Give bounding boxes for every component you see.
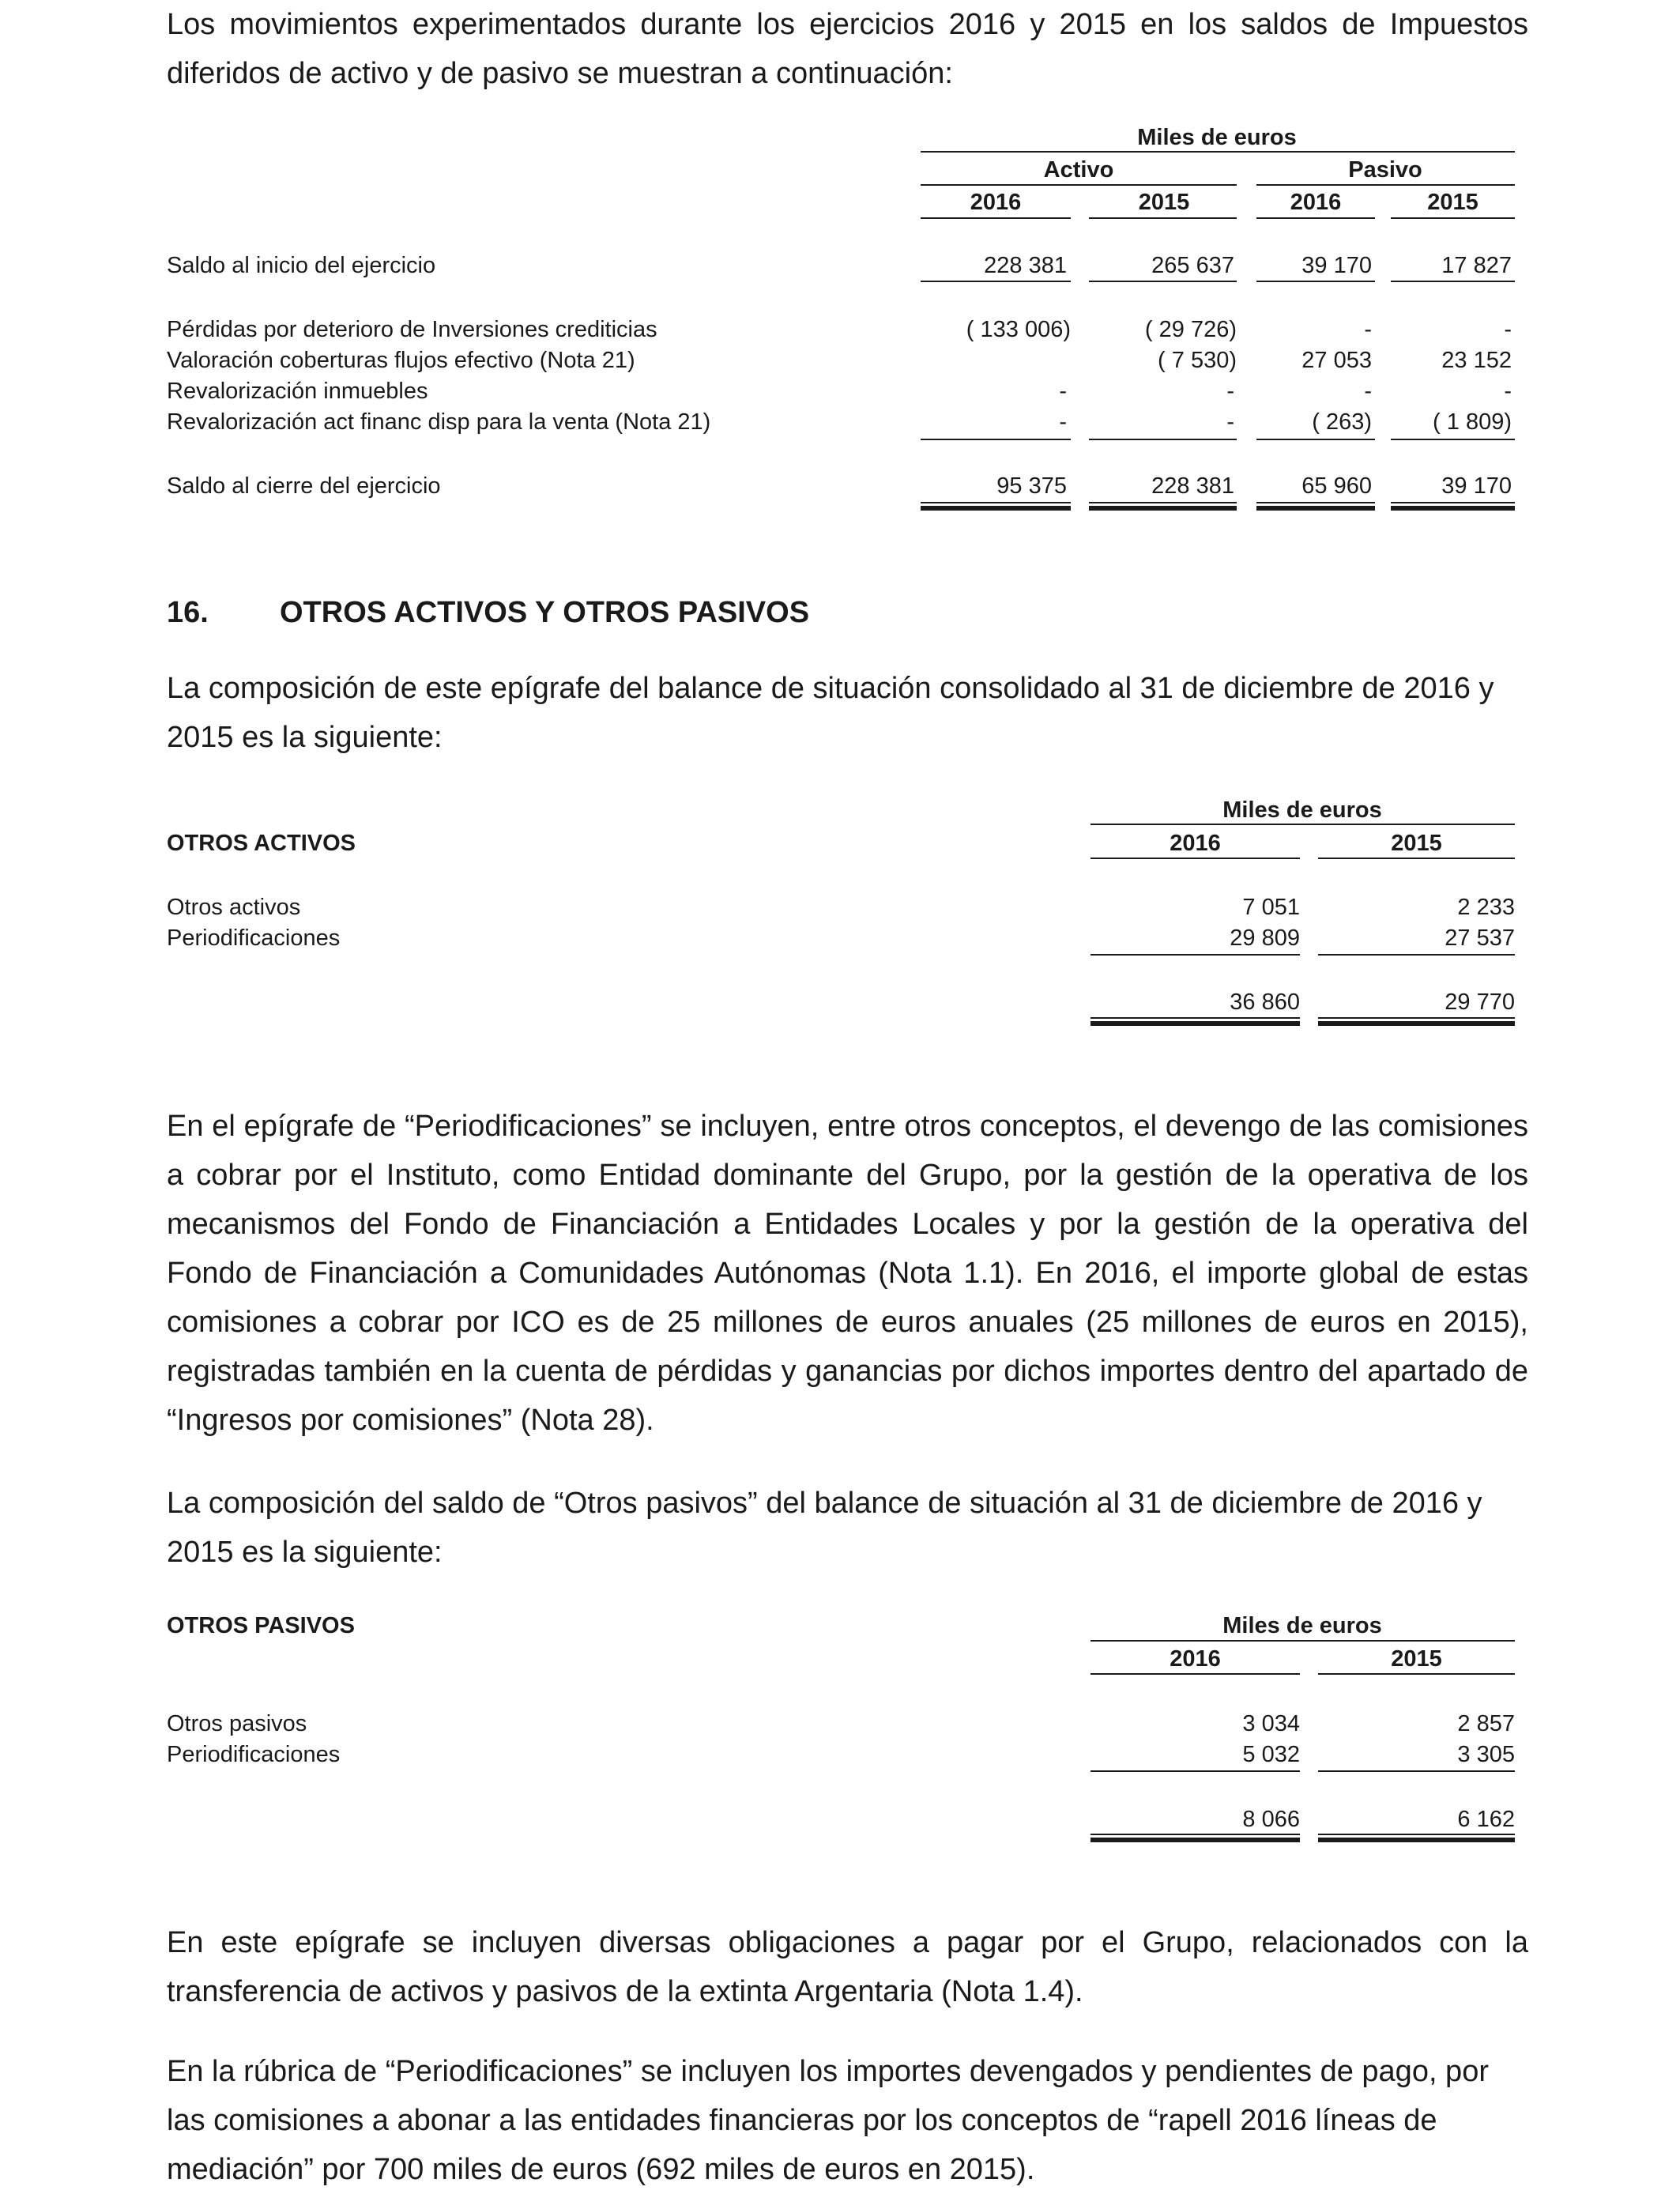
row-label: Revalorización inmuebles xyxy=(167,379,428,404)
year-header: 2015 xyxy=(1391,831,1442,856)
row-label: Periodificaciones xyxy=(167,925,341,951)
cell-value: 95 375 xyxy=(996,473,1067,499)
year-header: 2016 xyxy=(970,190,1022,215)
row-label: Valoración coberturas flujos efectivo (Nota 21) xyxy=(167,348,635,373)
row-label: Pérdidas por deterioro de Inversiones crediticias xyxy=(167,317,657,342)
units-header: Miles de euros xyxy=(1137,125,1297,150)
section-number: 16. xyxy=(167,596,209,629)
intro-paragraph: Los movimientos experimentados durante los ejercicios 2016 y 2015 en los saldos de Impuestos diferidos de activo y de pasivo se muestran a continuación: xyxy=(167,8,1528,90)
row-label: Otros activos xyxy=(167,895,301,920)
cell-value: 39 170 xyxy=(1301,253,1372,278)
periodificaciones-paragraph: En el epígrafe de “Periodificaciones” se incluyen, entre otros conceptos, el devengo de las comisiones a cobrar por el Instituto, como Entidad dominante del Grupo, por la gestión de la operativa de los mecanismos del Fondo de Financiación a Entidades Locales y por la gestión de la operativa del Fondo de Financiación a Comunidades Autónomas (Nota 1.1). En 2016, el importe global de estas comisiones a cobrar por ICO es de 25 millones de euros anuales (25 millones de euros en 2015), registradas también en la cuenta de pérdidas y ganancias por dichos importes dentro del apartado de “Ingresos por comisiones” (Nota 28). xyxy=(167,1110,1528,1437)
total-value: 36 860 xyxy=(1230,990,1300,1015)
cell-value: 5 032 xyxy=(1242,1742,1300,1767)
cell-value: - xyxy=(1226,409,1234,435)
row-label: Periodificaciones xyxy=(167,1742,341,1767)
cell-value: - xyxy=(1364,379,1372,404)
cell-value: - xyxy=(1226,379,1234,404)
otros-activos-intro: La composición de este epígrafe del balance de situación consolidado al 31 de diciembre de 2016 y 2015 es la siguiente: xyxy=(167,672,1494,754)
cell-value: 17 827 xyxy=(1441,253,1512,278)
group-pasivo-header: Pasivo xyxy=(1348,157,1422,183)
cell-value: 23 152 xyxy=(1441,348,1512,373)
cell-value: 27 537 xyxy=(1445,925,1515,951)
cell-value: 3 034 xyxy=(1242,1711,1300,1736)
cell-value: - xyxy=(1059,379,1067,404)
row-label: Saldo al cierre del ejercicio xyxy=(167,473,441,499)
table-title: OTROS ACTIVOS xyxy=(167,831,356,856)
cell-value: 7 051 xyxy=(1242,895,1300,920)
cell-value: 39 170 xyxy=(1441,473,1512,499)
units-header: Miles de euros xyxy=(1222,1613,1382,1638)
cell-value: ( 7 530) xyxy=(1158,348,1237,373)
units-header: Miles de euros xyxy=(1222,797,1382,823)
year-header: 2016 xyxy=(1170,1646,1221,1672)
cell-value: 29 809 xyxy=(1230,925,1300,951)
cell-value: 65 960 xyxy=(1301,473,1372,499)
cell-value: ( 29 726) xyxy=(1144,317,1237,342)
year-header: 2016 xyxy=(1290,190,1342,215)
cell-value: 2 857 xyxy=(1457,1711,1515,1736)
year-header: 2015 xyxy=(1391,1646,1442,1672)
cell-value: - xyxy=(1059,409,1067,435)
row-label: Revalorización act financ disp para la venta (Nota 21) xyxy=(167,409,711,435)
cell-value: 228 381 xyxy=(1151,473,1234,499)
year-header: 2015 xyxy=(1138,190,1190,215)
cell-value: - xyxy=(1364,317,1372,342)
cell-value: 27 053 xyxy=(1301,348,1372,373)
cell-value: - xyxy=(1504,379,1512,404)
rubrica-paragraph: En la rúbrica de “Periodificaciones” se incluyen los importes devengados y pendientes de pago, por las comisiones a abonar a las entidades financieras por los conceptos de “rapell 2016 líneas de mediación” por 700 miles de euros (692 miles de euros en 2015). xyxy=(167,2055,1489,2186)
cell-value: ( 1 809) xyxy=(1433,409,1512,435)
cell-value: ( 263) xyxy=(1312,409,1372,435)
cell-value: - xyxy=(1504,317,1512,342)
cell-value: 265 637 xyxy=(1151,253,1234,278)
cell-value: 228 381 xyxy=(984,253,1067,278)
group-activo-header: Activo xyxy=(1043,157,1114,183)
total-value: 29 770 xyxy=(1445,990,1515,1015)
cell-value: 3 305 xyxy=(1457,1742,1515,1767)
cell-value: ( 133 006) xyxy=(966,317,1071,342)
year-header: 2016 xyxy=(1170,831,1221,856)
row-label: Saldo al inicio del ejercicio xyxy=(167,253,436,278)
year-header: 2015 xyxy=(1427,190,1478,215)
total-value: 8 066 xyxy=(1242,1807,1300,1832)
cell-value: 2 233 xyxy=(1457,895,1515,920)
table-title: OTROS PASIVOS xyxy=(167,1613,355,1638)
obligaciones-paragraph: En este epígrafe se incluyen diversas obligaciones a pagar por el Grupo, relacionados con la transferencia de activos y pasivos de la extinta Argentaria (Nota 1.4). xyxy=(167,1926,1528,2008)
otros-pasivos-intro: La composición del saldo de “Otros pasivos” del balance de situación al 31 de diciembre de 2016 y 2015 es la siguiente: xyxy=(167,1487,1482,1569)
section-title: OTROS ACTIVOS Y OTROS PASIVOS xyxy=(280,596,810,629)
row-label: Otros pasivos xyxy=(167,1711,307,1736)
total-value: 6 162 xyxy=(1457,1807,1515,1832)
